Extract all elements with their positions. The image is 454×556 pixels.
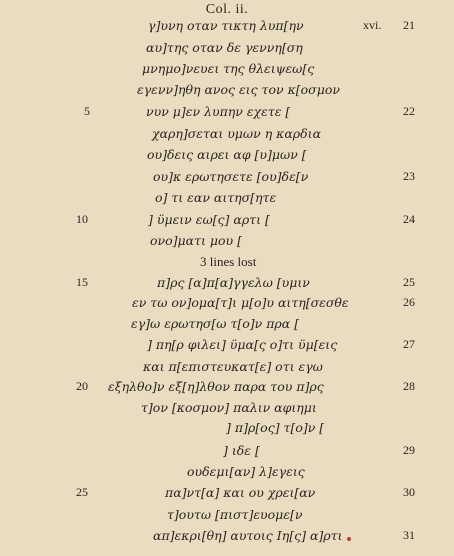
greek-text: απ]εκρι[θη] αυτοις Ιη[ς] α]ρτι [153,528,343,543]
greek-text: πα]ντ[α] και ου χρει[αν [165,485,316,500]
text-line [0,82,454,102]
verse-number: 25 [403,275,415,289]
red-mark [347,537,351,541]
text-line [0,359,454,379]
text-line [0,275,454,295]
verse-number: 30 [403,485,415,499]
greek-text: ] ϋμειν εω[ς] αρτι [ [148,212,270,227]
greek-text: ου]κ ερωτησετε [ου]δε[ν [153,169,309,184]
greek-text: εξηλθο]ν εξ[η]λθον παρα του π]ρς [108,379,324,394]
greek-text: αυ]της οταν δε γεννη[ση [146,40,303,55]
text-line [0,254,454,274]
lacuna-note: 3 lines lost [200,254,257,269]
text-line [0,337,454,357]
text-line [0,528,454,548]
greek-text: νυν μ]εν λυπην εχετε [ [146,104,291,119]
verse-number: 24 [403,212,415,226]
text-line [0,169,454,189]
text-line [0,507,454,527]
verse-number: 31 [403,528,415,542]
greek-text: και π[επιστευκατ[ε] οτι εγω [143,359,323,374]
text-line [0,104,454,124]
text-line [0,40,454,60]
text-line [0,61,454,81]
greek-text: εν τω ον]ομα[τ]ι μ[ο]υ αιτη[σεσθε [132,295,349,310]
line-number: 15 [76,275,88,289]
greek-text: εγενν]ηθη ανος εις τον κ[οσμον [137,82,340,97]
text-line [0,420,454,440]
verse-number: 27 [403,337,415,351]
text-line [0,295,454,315]
line-number: 10 [76,212,88,226]
text-line [0,379,454,399]
verse-number: 21 [403,18,415,32]
greek-text: μνημο]νευει της θλειψεω[ς [142,61,315,76]
greek-text: γ]υνη οταν τικτη λυπ[ην [148,18,304,33]
greek-text: χαρη]σεται υμων η καρδια [152,126,322,141]
verse-number: 22 [403,104,415,118]
greek-text: τ]ον [κοσμον] παλιν αφιημι [141,400,317,415]
greek-text: ] π]ρ[ος] τ[ο]ν [ [226,420,325,435]
greek-text: εγ]ω ερωτησ[ω τ[ο]ν πρα [ [131,316,300,331]
line-number: 25 [76,485,88,499]
greek-text: π]ρς [α]π[α]γγελω [υμιν [157,275,310,290]
greek-text: ουδεμι[αν] λ]εγεις [187,464,305,479]
text-line [0,485,454,505]
greek-text: τ]ουτω [πιστ]ευομε[ν [167,507,303,522]
greek-text: ου]δεις αιρει αφ [υ]μων [ [147,147,307,162]
line-number: 5 [84,104,90,118]
text-line [0,212,454,232]
text-line [0,18,454,38]
verse-number: 29 [403,443,415,457]
verse-number: 28 [403,379,415,393]
text-line [0,443,454,463]
text-line [0,316,454,336]
greek-text: ] πη[ρ φιλει] ϋμα[ς ο]τι ϋμ[εις [147,337,338,352]
line-number: 20 [76,379,88,393]
greek-text: ο] τι εαν αιτησ[ητε [155,190,277,205]
chapter-reference: xvi. [363,18,382,32]
column-title: Col. ii. [205,2,249,17]
greek-text: ονο]ματι μου [ [150,233,242,248]
verse-number: 23 [403,169,415,183]
text-line [0,126,454,146]
text-line [0,147,454,167]
text-line [0,233,454,253]
text-line [0,464,454,484]
verse-number: 26 [403,295,415,309]
greek-text: ] ιδε [ [223,443,260,458]
text-line [0,400,454,420]
text-line [0,190,454,210]
